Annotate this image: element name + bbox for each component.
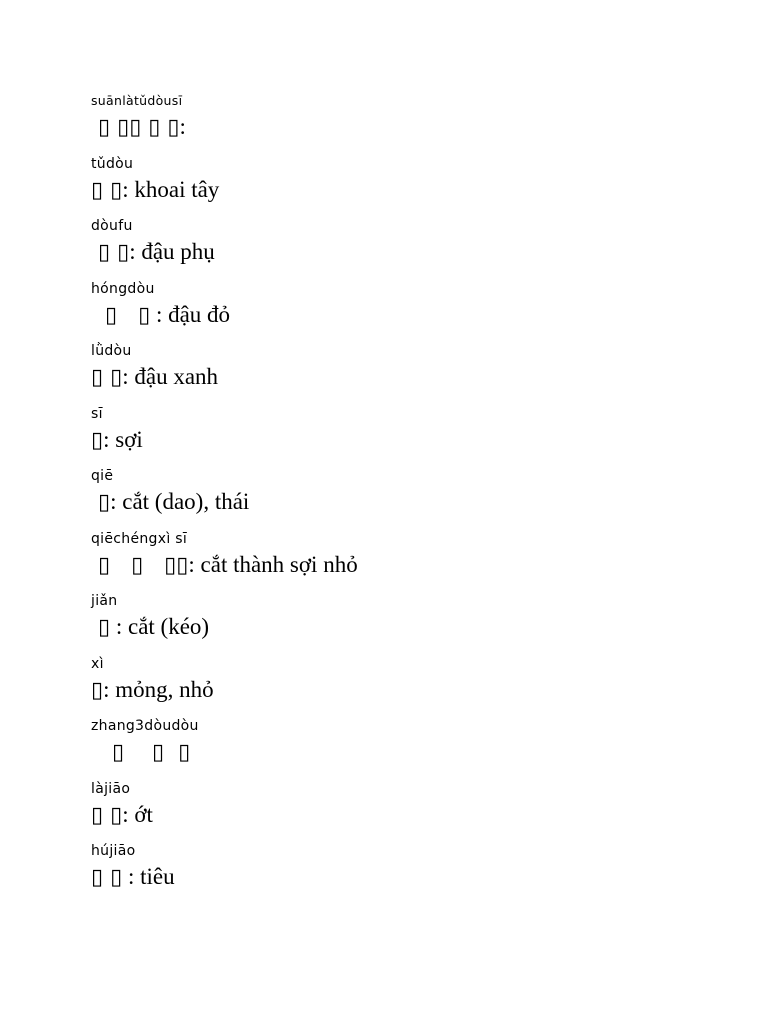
vocab-entry <box>91 528 691 591</box>
term-line <box>91 612 209 643</box>
pinyin-label: qiēchéngxì sī <box>91 530 188 547</box>
separator: : <box>179 114 186 139</box>
separator: : <box>150 301 169 327</box>
meaning-text: tiêu <box>140 864 175 889</box>
vocab-entry <box>91 840 691 903</box>
term-line <box>91 425 143 456</box>
pinyin-label: jiǎn <box>91 593 118 609</box>
separator: : <box>122 801 135 827</box>
hanzi-text: ▯ ▯ <box>91 302 151 328</box>
separator: : <box>129 239 142 264</box>
meaning-text: sợi <box>115 426 143 452</box>
hanzi-text: ▯ ▯ ▯ <box>91 740 191 765</box>
hanzi-text: ▯ ▯ <box>91 802 123 828</box>
meaning-text: khoai tây <box>134 176 220 202</box>
separator: : <box>110 489 123 514</box>
hanzi-text: ▯ <box>91 615 111 640</box>
meaning-text: cắt (kéo) <box>128 614 210 639</box>
pinyin-label: hóngdòu <box>91 280 155 297</box>
vocab-entry <box>91 715 691 778</box>
vocab-entry <box>91 278 691 341</box>
pinyin-label: làjiāo <box>91 780 131 797</box>
separator: : <box>103 426 116 452</box>
pinyin-label: suānlàtǔdòusī <box>91 93 183 108</box>
pinyin-label: lǜdòu <box>91 343 132 359</box>
term-line <box>91 300 230 331</box>
separator: : <box>122 364 135 389</box>
pinyin-label: xì <box>91 655 104 672</box>
term-line <box>91 487 249 518</box>
meaning-text: mỏng, nhỏ <box>115 676 214 702</box>
pinyin-label: dòufu <box>91 218 133 234</box>
meaning-text: cắt (dao), thái <box>122 489 250 514</box>
term-line <box>91 237 215 268</box>
term-line <box>91 550 358 581</box>
term-line <box>91 112 186 143</box>
hanzi-text: ▯ ▯ <box>91 365 123 390</box>
pinyin-label: tǔdòu <box>91 155 134 172</box>
hanzi-text: ▯ ▯ <box>91 240 130 265</box>
vocab-entry <box>91 465 691 528</box>
term-line <box>91 675 214 706</box>
pinyin-label: hújiāo <box>91 843 136 859</box>
pinyin-label: sī <box>91 405 103 422</box>
hanzi-text: ▯ <box>91 490 111 515</box>
meaning-text: đậu phụ <box>141 239 215 264</box>
vocab-entry <box>91 153 691 216</box>
separator: : <box>103 676 116 702</box>
hanzi-text: ▯ ▯ <box>91 865 123 890</box>
vocab-entry <box>91 653 691 716</box>
separator: : <box>122 864 141 889</box>
meaning-text: ớt <box>134 801 153 827</box>
term-line <box>91 175 219 206</box>
term-line <box>91 862 175 893</box>
meaning-text: đậu đỏ <box>168 301 231 327</box>
vocab-entry <box>91 340 691 403</box>
pinyin-label: zhang3dòudòu <box>91 718 199 734</box>
vocab-entry <box>91 590 691 653</box>
hanzi-text: ▯ ▯ <box>91 177 123 203</box>
hanzi-text: ▯ ▯ ▯▯ <box>91 552 189 578</box>
hanzi-text: ▯ <box>91 677 104 703</box>
vocab-entry <box>91 778 691 841</box>
vocab-entry-title <box>91 90 691 153</box>
vocabulary-list <box>91 90 691 903</box>
pinyin-label: qiē <box>91 468 114 484</box>
term-line <box>91 362 218 393</box>
separator: : <box>110 614 128 639</box>
vocab-entry <box>91 215 691 278</box>
vocab-entry <box>91 403 691 466</box>
separator: : <box>188 551 201 577</box>
term-line <box>91 800 153 831</box>
hanzi-text: ▯ ▯▯ ▯ ▯ <box>91 115 180 140</box>
hanzi-text: ▯ <box>91 427 104 453</box>
meaning-text: đậu xanh <box>134 364 219 389</box>
meaning-text: cắt thành sợi nhỏ <box>200 551 358 577</box>
term-line <box>91 737 190 768</box>
separator: : <box>122 176 135 202</box>
